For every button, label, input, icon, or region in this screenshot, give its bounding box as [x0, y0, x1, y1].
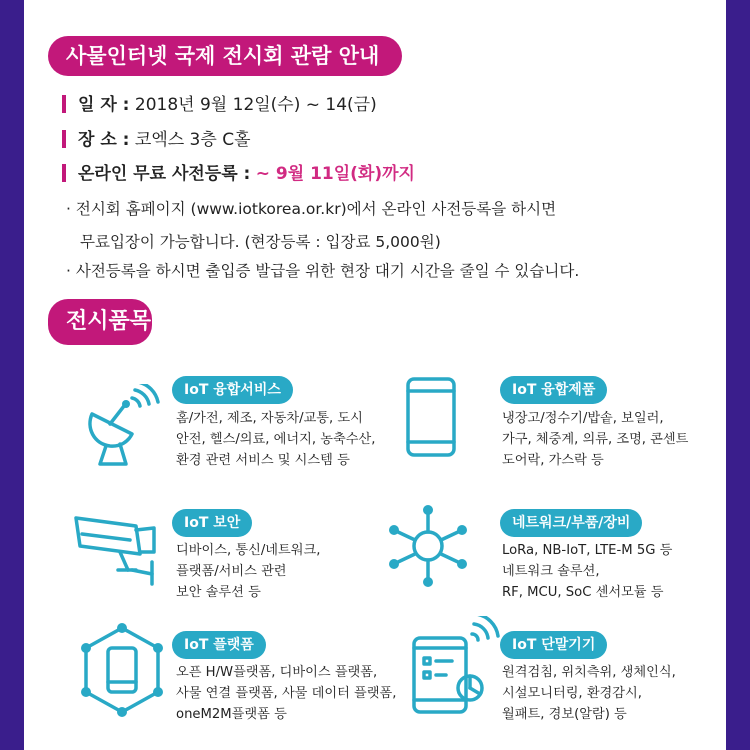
date-value: 2018년 9월 12일(수) ~ 14(금)	[134, 95, 377, 115]
description-line: 월패트, 경보(알람) 등	[502, 707, 627, 722]
description-line: 안전, 헬스/의료, 에너지, 농축수산,	[176, 432, 376, 447]
info-registration	[62, 161, 415, 187]
note-line: 무료입장이 가능합니다. (현장등록 : 입장료 5,000원)	[80, 233, 441, 251]
item-description	[176, 540, 320, 603]
description-line: 네트워크 솔루션,	[502, 564, 600, 579]
item-tag: IoT 융합제품	[500, 376, 607, 404]
notice-card	[24, 0, 726, 750]
item-description	[502, 662, 676, 725]
description-line: 가구, 체중계, 의류, 조명, 콘센트	[502, 432, 689, 447]
description-line: 원격검침, 위치측위, 생체인식,	[502, 665, 676, 680]
description-line: oneM2M플랫폼 등	[176, 707, 287, 722]
item-tag: IoT 플랫폼	[172, 631, 266, 659]
item-tag: IoT 융합서비스	[172, 376, 293, 404]
cctv-camera-icon	[72, 512, 168, 588]
description-line: LoRa, NB-IoT, LTE-M 5G 등	[502, 543, 673, 558]
venue-label: 장 소 :	[78, 130, 130, 150]
bullet-bar	[62, 130, 66, 148]
item-tag: IoT 단말기기	[500, 631, 607, 659]
date-label: 일 자 :	[78, 95, 130, 115]
description-line: 오픈 H/W플랫폼, 디바이스 플랫폼,	[176, 665, 378, 680]
description-line: 냉장고/정수기/밥솥, 보일러,	[502, 411, 664, 426]
info-venue	[62, 127, 251, 153]
bullet-bar	[62, 95, 66, 113]
item-tag: 네트워크/부품/장비	[500, 509, 642, 537]
venue-value: 코엑스 3층 C홀	[134, 130, 251, 150]
satellite-dish-icon	[80, 384, 166, 468]
item-description	[176, 662, 396, 725]
registration-deadline: ~ 9월 11일(화)까지	[255, 164, 415, 184]
connected-device-icon	[406, 616, 506, 716]
note-line: · 사전등록을 하시면 출입증 발급을 위한 현장 대기 시간을 줄일 수 있습니다.	[66, 262, 580, 280]
description-line: 플랫폼/서비스 관련	[176, 564, 287, 579]
description-line: 디바이스, 통신/네트워크,	[176, 543, 321, 558]
network-hub-icon	[380, 500, 476, 590]
description-line: 보안 솔루션 등	[176, 585, 261, 600]
section-title: 전시품목	[48, 299, 152, 345]
description-line: 도어락, 가스락 등	[502, 453, 604, 468]
info-date	[62, 92, 377, 118]
description-line: RF, MCU, SoC 센서모듈 등	[502, 585, 664, 600]
item-description	[502, 408, 688, 471]
bullet-bar	[62, 164, 66, 182]
item-tag: IoT 보안	[172, 509, 252, 537]
smartphone-icon	[402, 376, 462, 460]
description-line: 홈/가전, 제조, 자동차/교통, 도시	[176, 411, 363, 426]
registration-label: 온라인 무료 사전등록 :	[78, 164, 251, 184]
page-title: 사물인터넷 국제 전시회 관람 안내	[48, 36, 402, 76]
item-description	[502, 540, 672, 603]
description-line: 시설모니터링, 환경감시,	[502, 686, 642, 701]
description-line: 환경 관련 서비스 및 시스템 등	[176, 453, 350, 468]
platform-phone-icon	[72, 620, 172, 720]
description-line: 사물 연결 플랫폼, 사물 데이터 플랫폼,	[176, 686, 397, 701]
note-line: · 전시회 홈페이지 (www.iotkorea.or.kr)에서 온라인 사전등록을 하시면	[66, 200, 557, 218]
item-description	[176, 408, 375, 471]
